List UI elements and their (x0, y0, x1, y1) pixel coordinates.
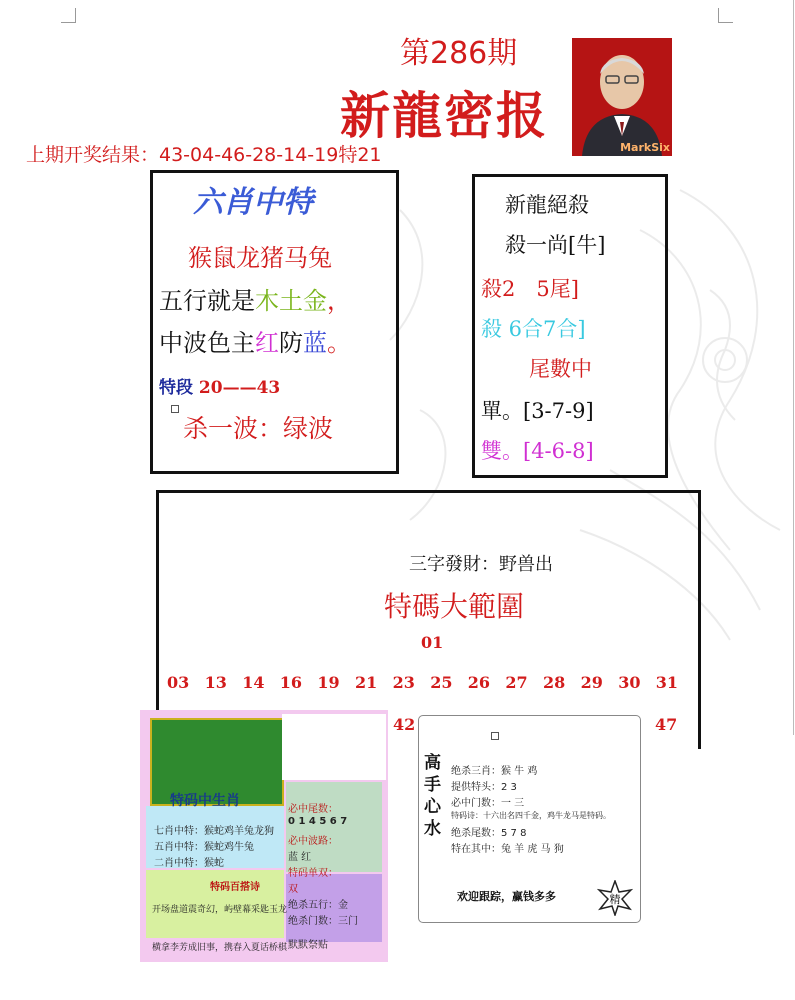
anchor-marker (171, 405, 179, 413)
issue-number: 第286期 (400, 36, 518, 71)
image1-row: 七肖中特：猴蛇鸡羊兔龙狗 (154, 826, 274, 837)
crop-mark-right (718, 8, 733, 23)
box1-zodiacs: 猴鼠龙猪马兔 (188, 244, 332, 272)
wuxing-suffix: ， (327, 287, 351, 315)
image2-row: 特码诗：十六出名四千金，鸡牛龙马是特码。 (451, 811, 611, 820)
range-number: 19 (317, 673, 340, 692)
range-number: 25 (430, 673, 453, 692)
image1-wave-title: 必中波路： (288, 836, 338, 847)
image2-row: 必中门数：一 三 (451, 798, 525, 809)
last-draw-result: 上期开奖结果：43-04-46-28-14-19特21 (26, 144, 382, 166)
box2-kill-combo: 殺 6合7合] (481, 317, 586, 341)
crop-mark-left (61, 8, 76, 23)
box2-kill-zodiac: 殺一尚[牛] (505, 233, 606, 257)
range-number: 29 (580, 673, 603, 692)
image1-blur-panel (282, 714, 386, 780)
wuxing-value: 木土金 (255, 287, 327, 315)
image1-five-label: 绝杀五行：金 (288, 900, 348, 911)
box1-wuxing (159, 281, 351, 316)
image2-footer: 欢迎跟踪，赢钱多多 (457, 890, 556, 903)
segment-value: 20——43 (198, 378, 281, 398)
range-number: 23 (392, 673, 415, 692)
range-number: 21 (355, 673, 378, 692)
range-number: 14 (242, 673, 265, 692)
embedded-image-right (418, 715, 641, 923)
six-zodiac-box (150, 170, 399, 474)
box2-kill-tails: 殺2 5尾] (481, 277, 579, 301)
range-number: 13 (204, 673, 227, 692)
anchor-marker (491, 732, 499, 740)
range-number: 26 (467, 673, 491, 692)
box1-wave (159, 323, 351, 358)
image1-side-title: 必中尾数： (288, 804, 338, 815)
image1-wave-value: 蓝 红 (288, 852, 312, 863)
photo-brand: MarkSix (620, 141, 670, 154)
slogan: 三字發財：野兽出 (409, 554, 553, 575)
image1-gate-label: 绝杀门数：三门 (288, 916, 358, 927)
segment-label: 特段 (159, 378, 193, 398)
image1-bottom-title: 特码百搭诗 (210, 882, 260, 893)
image2-vertical-title: 高手心水 (424, 753, 441, 839)
embedded-image-left (140, 710, 388, 962)
image1-row: 五肖中特：猴蛇鸡牛兔 (154, 842, 254, 853)
box1-segment (159, 373, 280, 398)
stamp-label: 精 (609, 893, 621, 906)
range-number: 28 (543, 673, 566, 692)
wave-suffix: 。 (327, 329, 351, 357)
portrait-figure (572, 38, 672, 156)
range-number: 03 (167, 673, 190, 692)
range-number: 30 (618, 673, 641, 692)
number-42: 42 (393, 715, 416, 734)
box1-kill-wave: 杀一波：绿波 (183, 414, 334, 443)
image1-footer: 横拿李芳成旧事，携春入夏话桥棋 (152, 943, 288, 953)
image1-title: 特码中生肖 (170, 793, 240, 809)
number-47: 47 (655, 715, 678, 734)
box2-heading: 新龍絕殺 (505, 193, 589, 217)
image2-row: 提供特头：2 3 (451, 782, 517, 793)
image2-row: 绝杀三肖：猴 牛 鸡 (451, 766, 538, 777)
image1-row: 二肖中特：猴蛇 (154, 858, 224, 869)
portrait-photo (572, 38, 672, 156)
star-stamp-icon (597, 880, 633, 916)
image1-footer-right: 默默祭贴 (288, 940, 328, 951)
box2-tail-heading: 尾數中 (529, 357, 592, 381)
kill-box (472, 174, 668, 478)
image1-odd-even-value: 双 (288, 884, 298, 895)
wave-prefix: 中波色主 (159, 329, 255, 357)
wuxing-prefix: 五行就是 (159, 287, 255, 315)
box2-even: 雙。[4-6-8] (481, 439, 594, 463)
image1-poem: 开场盘道震奇幻，屿壁幕采匙玉龙 (152, 905, 288, 915)
range-number: 31 (655, 673, 679, 692)
page-title: 新龍密报 (340, 86, 548, 145)
wave-main: 红 (255, 329, 279, 357)
top-number: 01 (421, 633, 444, 652)
range-title: 特碼大範圍 (384, 590, 525, 623)
wave-mid: 防 (279, 329, 303, 357)
image2-row: 绝杀尾数：5 7 8 (451, 828, 527, 839)
wave-alt: 蓝 (303, 329, 327, 357)
range-number: 16 (279, 673, 303, 692)
image2-row: 特在其中：兔 羊 虎 马 狗 (451, 844, 564, 855)
box2-odd: 單。[3-7-9] (481, 399, 594, 423)
box1-heading: 六肖中特 (193, 185, 313, 220)
range-number: 27 (505, 673, 528, 692)
image1-odd-even-title: 特码单双： (288, 868, 338, 879)
image1-side-numbers: 0 1 4 5 6 7 (288, 816, 348, 827)
